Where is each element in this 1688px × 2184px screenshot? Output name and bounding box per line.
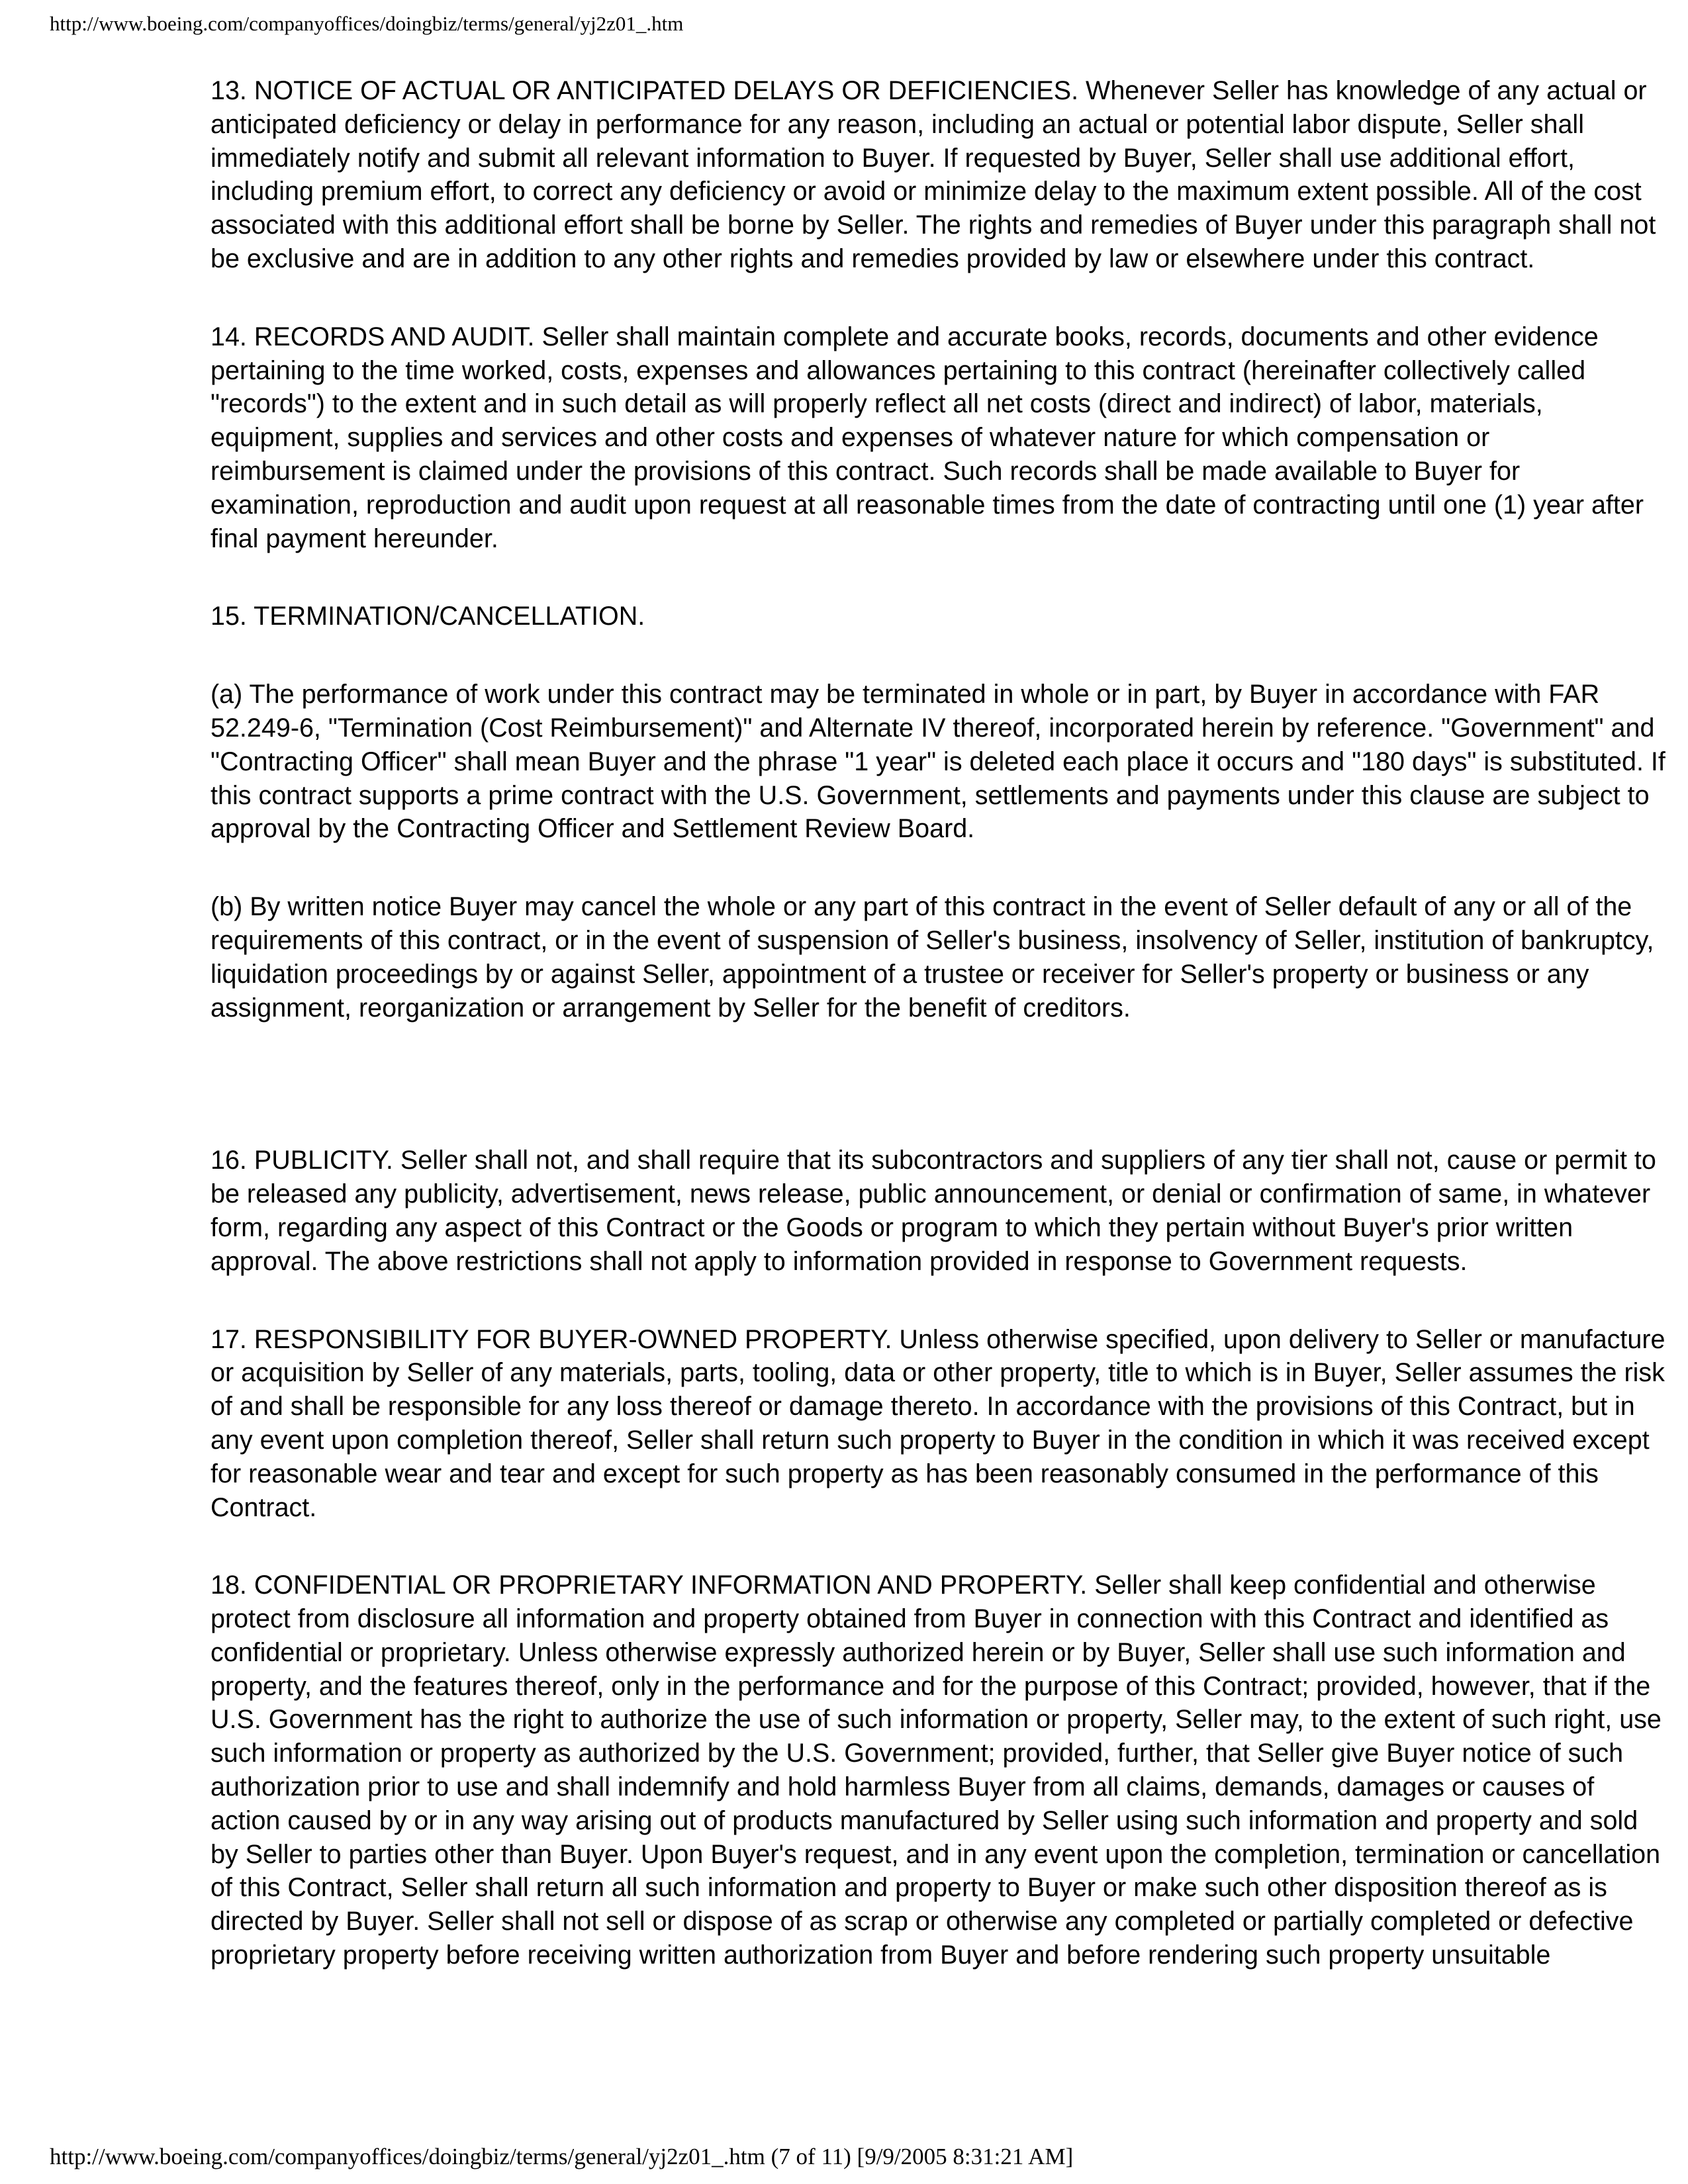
section-15b-cancellation: (b) By written notice Buyer may cancel the whole or any part of this contract in the event of Seller default of any or all of the requirements of this contract, or in the event of suspension of Seller's business, insolvency of Seller, institution of bankruptcy, liquidation proceedings by or against Seller, appointment of a trustee or receiver for Seller's property or business or any assignment, reorganization or arrangement by Seller for the benefit of creditors. xyxy=(211,892,1654,1023)
footer-url: http://www.boeing.com/companyoffices/doingbiz/terms/general/yj2z01_.htm (7 of 11) [9/9/2005 8:31:21 AM] xyxy=(50,2144,1074,2169)
section-15a-termination: (a) The performance of work under this contract may be terminated in whole or in part, by Buyer in accordance with FAR 52.249-6, "Termination (Cost Reimbursement)" and Alternate IV thereof, incorporated herein by reference. "Government" and "Contracting Officer" shall mean Buyer and the phrase "1 year" is deleted each place it occurs and "180 days" is substituted. If this contract supports a prime contract with the U.S. Government, settlements and payments under this clause are subject to approval by the Contracting Officer and Settlement Review Board. xyxy=(211,680,1665,844)
section-13-delays-deficiencies: 13. NOTICE OF ACTUAL OR ANTICIPATED DELAYS OR DEFICIENCIES. Whenever Seller has knowledge of any actual or anticipated deficiency or delay in performance for any reason, including an actual or potential labor dispute, Seller shall immediately notify and submit all relevant information to Buyer. If requested by Buyer, Seller shall use additional effort, including premium effort, to correct any deficiency or avoid or minimize delay to the maximum extent possible. All of the cost associated with this additional effort shall be borne by Seller. The rights and remedies of Buyer under this paragraph shall not be exclusive and are in addition to any other rights and remedies provided by law or elsewhere under this contract. xyxy=(211,76,1656,273)
section-15-heading: 15. TERMINATION/CANCELLATION. xyxy=(211,602,645,631)
section-14-records-audit: 14. RECORDS AND AUDIT. Seller shall maintain complete and accurate books, records, documents and other evidence pertaining to the time worked, costs, expenses and allowances pertaining to this contract (hereinafter collectively called "records") to the extent and in such detail as will properly reflect all net costs (direct and indirect) of labor, materials, equipment, supplies and services and other costs and expenses of whatever nature for which compensation or reimbursement is claimed under the provisions of this contract. Such records shall be made available to Buyer for examination, reproduction and audit upon request at all reasonable times from the date of contracting until one (1) year after final payment hereunder. xyxy=(211,322,1644,553)
section-16-publicity: 16. PUBLICITY. Seller shall not, and shall require that its subcontractors and suppliers of any tier shall not, cause or permit to be released any publicity, advertisement, news release, public announcement, or denial or confirmation of same, in whatever form, regarding any aspect of this Contract or the Goods or program to which they pertain without Buyer's prior written approval. The above restrictions shall not apply to information provided in response to Government requests. xyxy=(211,1146,1656,1276)
section-17-buyer-owned-property: 17. RESPONSIBILITY FOR BUYER-OWNED PROPERTY. Unless otherwise specified, upon delivery to Seller or manufacture or acquisition by Seller of any materials, parts, tooling, data or other property, title to which is in Buyer, Seller assumes the risk of and shall be responsible for any loss thereof or damage thereto. In accordance with the provisions of this Contract, but in any event upon completion thereof, Seller shall return such property to Buyer in the condition in which it was received except for reasonable wear and tear and except for such property as has been reasonably consumed in the performance of this Contract. xyxy=(211,1324,1665,1522)
document-body xyxy=(211,74,1667,2017)
section-18-confidential-information: 18. CONFIDENTIAL OR PROPRIETARY INFORMATION AND PROPERTY. Seller shall keep confidential and otherwise protect from disclosure all information and property obtained from Buyer in connection with this Contract and identified as confidential or proprietary. Unless otherwise expressly authorized herein or by Buyer, Seller shall use such information and property, and the features thereof, only in the performance and for the purpose of this Contract; provided, however, that if the U.S. Government has the right to authorize the use of such information or property, Seller may, to the extent of such right, use such information or property as authorized by the U.S. Government; provided, further, that Seller give Buyer notice of such authorization prior to use and shall indemnify and hold harmless Buyer from all claims, demands, damages or causes of action caused by or in any way arising out of products manufactured by Seller using such information and property and sold by Seller to parties other than Buyer. Upon Buyer's request, and in any event upon the completion, termination or cancellation of this Contract, Seller shall return all such information and property to Buyer or make such other disposition thereof as is directed by Buyer. Seller shall not sell or dispose of as scrap or otherwise any completed or partially completed or defective proprietary property before receiving written authorization from Buyer and before rendering such property unsuitable xyxy=(211,1570,1662,1970)
header-url: http://www.boeing.com/companyoffices/doingbiz/terms/general/yj2z01_.htm xyxy=(50,12,684,35)
